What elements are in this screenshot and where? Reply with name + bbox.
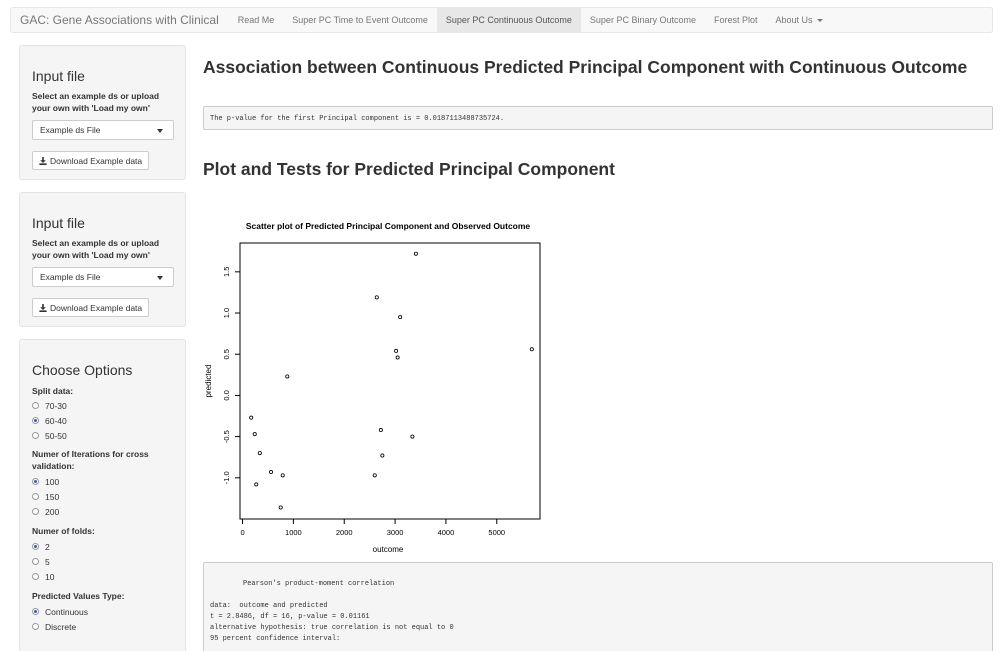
radio-option[interactable] — [32, 428, 173, 443]
data-point — [255, 483, 258, 486]
x-tick-label: 4000 — [437, 528, 455, 537]
radio-label: 2 — [45, 541, 50, 552]
radio-option[interactable] — [32, 398, 173, 413]
pvalue-text: The p-value for the first Principal component is = 0.0187113488735724. — [210, 115, 505, 123]
download-button-label: Download Example data — [50, 302, 143, 313]
radio-label: 60-40 — [45, 415, 67, 426]
download-button-label: Download Example data — [50, 155, 143, 166]
navbar — [10, 7, 993, 33]
test-alt-line: alternative hypothesis: true correlation is not equal to 0 — [210, 624, 454, 632]
x-tick-label: 0 — [240, 528, 245, 537]
scatter-plot-svg — [203, 213, 548, 558]
radio-button[interactable] — [32, 493, 39, 500]
x-axis-label: outcome — [372, 545, 404, 554]
download-icon — [39, 304, 47, 312]
dropdown-caret-icon — [157, 129, 163, 133]
panel-title: Input file — [32, 68, 85, 84]
example-ds-select[interactable] — [32, 267, 174, 287]
nav-binary-outcome-label: Super PC Binary Outcome — [589, 15, 696, 25]
iterations-label: Numer of Iterations for cross validation: — [32, 449, 149, 471]
correlation-test-output — [203, 562, 993, 651]
test-stat-line: t = 2.8486, df = 16, p-value = 0.01161 — [210, 613, 370, 621]
data-point — [375, 296, 378, 299]
radio-button[interactable] — [32, 432, 39, 439]
x-tick-label: 1000 — [285, 528, 302, 537]
x-tick-label: 2000 — [335, 528, 353, 537]
radio-button[interactable] — [32, 417, 39, 424]
data-point — [286, 375, 289, 378]
data-point — [269, 470, 272, 473]
nav-time-to-event-label: Super PC Time to Event Outcome — [292, 15, 428, 25]
data-point — [414, 252, 417, 255]
y-tick-label: -1.0 — [222, 471, 231, 485]
x-tick-label: 5000 — [488, 528, 506, 537]
input-file-label: Select an example ds or upload your own with 'Load my own' — [32, 238, 160, 260]
nav-about-us-label: About Us — [775, 15, 813, 25]
input-file-label: Select an example ds or upload your own with 'Load my own' — [32, 91, 160, 113]
nav-forest-plot[interactable] — [705, 8, 767, 32]
radio-button[interactable] — [32, 478, 39, 485]
nav-read-me[interactable] — [229, 8, 284, 32]
radio-label: 100 — [45, 476, 60, 487]
chart-title: Scatter plot of Predicted Principal Component and Observed Outcome — [245, 221, 531, 231]
radio-label: 10 — [45, 571, 55, 582]
x-axis — [240, 519, 505, 537]
radio-button[interactable] — [32, 543, 39, 550]
test-title: Pearson's product-moment correlation — [243, 580, 395, 588]
radio-button[interactable] — [32, 608, 39, 615]
radio-label: Discrete — [45, 621, 77, 632]
y-tick-label: 0.0 — [222, 390, 231, 401]
data-point — [379, 428, 382, 431]
download-icon — [39, 157, 47, 165]
radio-option[interactable] — [32, 554, 173, 569]
data-point — [373, 474, 376, 477]
radio-option[interactable] — [32, 504, 173, 519]
y-tick-label: 0.5 — [222, 349, 231, 360]
radio-option[interactable] — [32, 539, 173, 554]
y-tick-label: 1.5 — [222, 266, 231, 278]
x-tick-label: 3000 — [386, 528, 404, 537]
download-example-button[interactable] — [32, 151, 149, 170]
nav-continuous-outcome-label: Super PC Continuous Outcome — [445, 15, 572, 25]
data-points — [250, 252, 534, 509]
input-file-panel-1 — [19, 45, 186, 180]
data-point — [411, 435, 414, 438]
data-point — [258, 451, 261, 454]
y-axis-label: predicted — [204, 364, 213, 398]
test-data-line: data: outcome and predicted — [210, 602, 328, 610]
radio-option[interactable] — [32, 569, 173, 584]
radio-label: 200 — [45, 506, 60, 517]
example-ds-select[interactable] — [32, 120, 174, 140]
radio-button[interactable] — [32, 623, 39, 630]
data-point — [399, 316, 402, 319]
radio-label: 70-30 — [45, 400, 67, 411]
dropdown-caret-icon — [157, 276, 163, 280]
nav-time-to-event[interactable] — [283, 8, 437, 32]
data-point — [281, 474, 284, 477]
scatter-plot — [203, 213, 548, 558]
data-point — [530, 348, 533, 351]
radio-option[interactable] — [32, 619, 173, 634]
radio-button[interactable] — [32, 402, 39, 409]
values-type-label: Predicted Values Type: — [32, 591, 125, 601]
radio-option[interactable] — [32, 474, 173, 489]
nav-read-me-label: Read Me — [237, 15, 275, 25]
radio-label: 150 — [45, 491, 60, 502]
data-point — [395, 349, 398, 352]
data-point — [253, 433, 256, 436]
data-point — [279, 506, 282, 509]
select-value: Example ds File — [40, 125, 101, 135]
radio-button[interactable] — [32, 573, 39, 580]
caret-down-icon — [817, 19, 823, 22]
panel-title: Choose Options — [32, 362, 133, 378]
radio-label: 50-50 — [45, 430, 67, 441]
y-tick-label: 1.0 — [222, 307, 231, 319]
plot-frame — [240, 243, 540, 519]
folds-label: Numer of folds: — [32, 526, 95, 536]
nav-about-us[interactable] — [766, 8, 831, 32]
navbar-brand[interactable]: GAC: Gene Associations with Clinical — [20, 13, 219, 27]
data-point — [250, 416, 253, 419]
radio-label: Continuous — [45, 606, 89, 617]
section-heading: Plot and Tests for Predicted Principal Component — [203, 159, 615, 179]
page-title: Association between Continuous Predicted Principal Component with Continuous Outcome — [203, 57, 968, 77]
data-point — [396, 356, 399, 359]
radio-label: 5 — [45, 556, 50, 567]
values-type-radio-group — [32, 604, 173, 634]
nav-continuous-outcome[interactable] — [437, 8, 581, 32]
test-ci-line: 95 percent confidence interval: — [210, 635, 341, 643]
radio-button[interactable] — [32, 508, 39, 515]
y-tick-label: -0.5 — [222, 430, 231, 444]
radio-option[interactable] — [32, 604, 173, 619]
choose-options-panel — [19, 339, 186, 651]
select-value: Example ds File — [40, 272, 101, 282]
data-point — [381, 454, 384, 457]
split-data-radio-group — [32, 398, 173, 443]
nav-forest-plot-label: Forest Plot — [713, 15, 758, 25]
panel-title: Input file — [32, 215, 85, 231]
pvalue-output — [203, 106, 993, 130]
split-data-label: Split data: — [32, 386, 74, 396]
y-axis — [222, 267, 240, 485]
nav-binary-outcome[interactable] — [581, 8, 705, 32]
radio-button[interactable] — [32, 558, 39, 565]
folds-radio-group — [32, 539, 173, 584]
download-example-button[interactable] — [32, 298, 149, 317]
input-file-panel-2 — [19, 192, 186, 327]
radio-option[interactable] — [32, 413, 173, 428]
radio-option[interactable] — [32, 489, 173, 504]
iterations-radio-group — [32, 474, 173, 519]
